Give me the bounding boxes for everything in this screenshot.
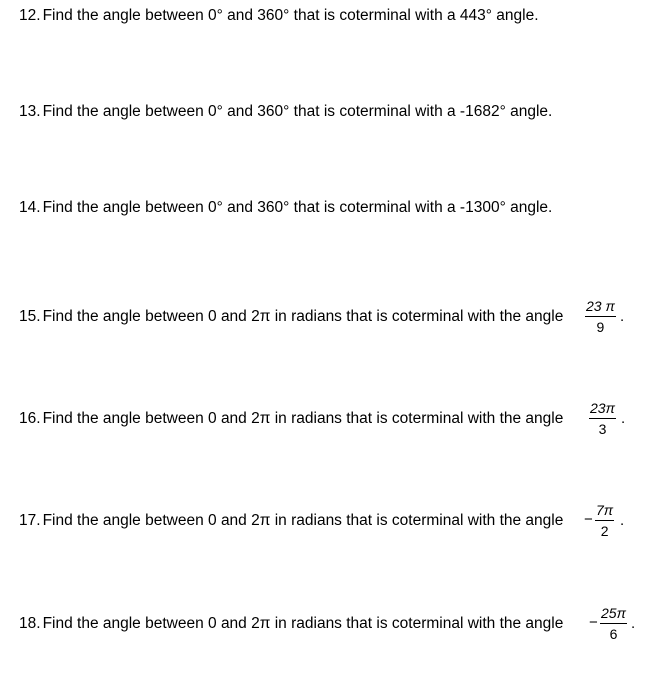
problem-14 — [19, 199, 552, 217]
fraction-denominator: 2 — [600, 523, 609, 539]
problem-18 — [19, 615, 563, 633]
problem-17 — [19, 512, 563, 530]
fraction-denominator: 3 — [598, 421, 607, 437]
problem-number: 16. — [19, 410, 41, 427]
problem-number: 17. — [19, 512, 41, 529]
fraction-numerator: 23π — [589, 400, 616, 419]
problem-text: Find the angle between 0 and 2π in radians that is coterminal with the angle — [42, 615, 564, 632]
problem-16 — [19, 410, 563, 428]
problem-12 — [19, 7, 539, 25]
fraction-numerator: 7π — [595, 502, 614, 521]
problem-text: Find the angle between 0 and 2π in radians that is coterminal with the angle — [42, 512, 564, 529]
problem-text: Find the angle between 0° and 360° that is coterminal with a 443° angle. — [42, 7, 539, 24]
negative-sign: − — [589, 614, 598, 631]
period: . — [620, 512, 625, 529]
problem-number: 14. — [19, 199, 41, 216]
problem-15 — [19, 308, 563, 326]
fraction-17 — [595, 502, 614, 539]
fraction-18 — [600, 605, 627, 642]
problem-number: 12. — [19, 7, 41, 24]
problem-text: Find the angle between 0 and 2π in radians that is coterminal with the angle — [42, 410, 564, 427]
fraction-numerator: 23 π — [585, 298, 616, 317]
fraction-denominator: 6 — [609, 626, 618, 642]
negative-sign: − — [584, 511, 593, 528]
period: . — [621, 410, 626, 427]
problem-text: Find the angle between 0 and 2π in radians that is coterminal with the angle — [42, 308, 564, 325]
problem-number: 15. — [19, 308, 41, 325]
period: . — [620, 308, 625, 325]
problem-number: 13. — [19, 103, 41, 120]
problem-text: Find the angle between 0° and 360° that is coterminal with a -1682° angle. — [42, 103, 553, 120]
problem-13 — [19, 103, 552, 121]
fraction-denominator: 9 — [596, 319, 605, 335]
fraction-15 — [585, 298, 616, 335]
fraction-16 — [589, 400, 616, 437]
fraction-numerator: 25π — [600, 605, 627, 624]
problem-text: Find the angle between 0° and 360° that is coterminal with a -1300° angle. — [42, 199, 553, 216]
problem-number: 18. — [19, 615, 41, 632]
period: . — [631, 615, 636, 632]
